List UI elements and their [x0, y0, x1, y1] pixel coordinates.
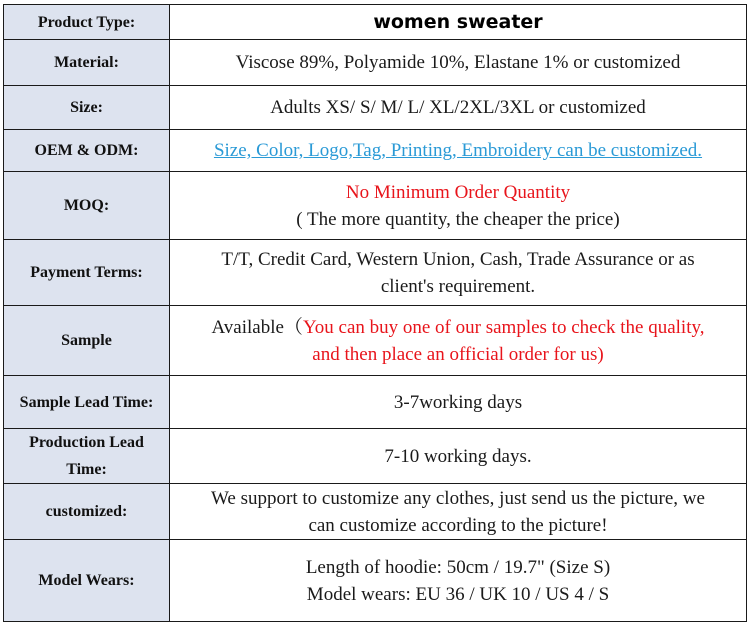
label-material: Material: — [4, 40, 170, 86]
value-material: Viscose 89%, Polyamide 10%, Elastane 1% or customized — [170, 40, 747, 86]
sample-offer-2: and then place an official order for us) — [312, 343, 604, 365]
value-model-wears — [170, 540, 747, 622]
row-production-lead-time — [4, 429, 747, 484]
label-payment-terms: Payment Terms: — [4, 240, 170, 306]
label-production-lead-time: Production Lead Time: — [4, 429, 170, 484]
row-moq — [4, 172, 747, 240]
value-sample — [170, 306, 747, 376]
label-size: Size: — [4, 86, 170, 130]
value-customized — [170, 484, 747, 540]
model-length: Length of hoodie: 50cm / 19.7" (Size S) — [305, 556, 611, 578]
value-size: Adults XS/ S/ M/ L/ XL/2XL/3XL or customized — [170, 86, 747, 130]
row-product-type — [4, 5, 747, 40]
value-product-type: women sweater — [170, 5, 747, 40]
value-oem-odm-cell — [170, 130, 747, 172]
row-material — [4, 40, 747, 86]
customized-line-1: We support to customize any clothes, just send us the picture, we — [211, 487, 705, 509]
moq-headline: No Minimum Order Quantity — [345, 181, 571, 203]
model-size: Model wears: EU 36 / UK 10 / US 4 / S — [306, 583, 610, 605]
value-sample-lead-time: 3-7working days — [170, 376, 747, 429]
customization-link[interactable]: Size, Color, Logo,Tag, Printing, Embroidery can be customized. — [213, 140, 703, 161]
moq-note: ( The more quantity, the cheaper the price) — [296, 208, 620, 230]
row-oem-odm — [4, 130, 747, 172]
row-customized — [4, 484, 747, 540]
value-payment-terms — [170, 240, 747, 306]
label-product-type: Product Type: — [4, 5, 170, 40]
label-sample-lead-time: Sample Lead Time: — [4, 376, 170, 429]
row-size — [4, 86, 747, 130]
payment-line-2: client's requirement. — [380, 275, 536, 297]
label-sample: Sample — [4, 306, 170, 376]
sample-line-1 — [174, 314, 742, 341]
label-model-wears: Model Wears: — [4, 540, 170, 622]
label-customized: customized: — [4, 484, 170, 540]
value-production-lead-time: 7-10 working days. — [170, 429, 747, 484]
payment-line-1: T/T, Credit Card, Western Union, Cash, Trade Assurance or as — [221, 248, 695, 270]
label-oem-odm: OEM & ODM: — [4, 130, 170, 172]
label-moq: MOQ: — [4, 172, 170, 240]
value-moq — [170, 172, 747, 240]
customized-line-2: can customize according to the picture! — [308, 514, 608, 536]
sample-offer-1: You can buy one of our samples to check the quality, — [302, 316, 705, 338]
row-model-wears — [4, 540, 747, 622]
product-spec-table — [3, 4, 747, 622]
sample-available: Available（ — [211, 316, 303, 338]
row-payment-terms — [4, 240, 747, 306]
row-sample — [4, 306, 747, 376]
row-sample-lead-time — [4, 376, 747, 429]
